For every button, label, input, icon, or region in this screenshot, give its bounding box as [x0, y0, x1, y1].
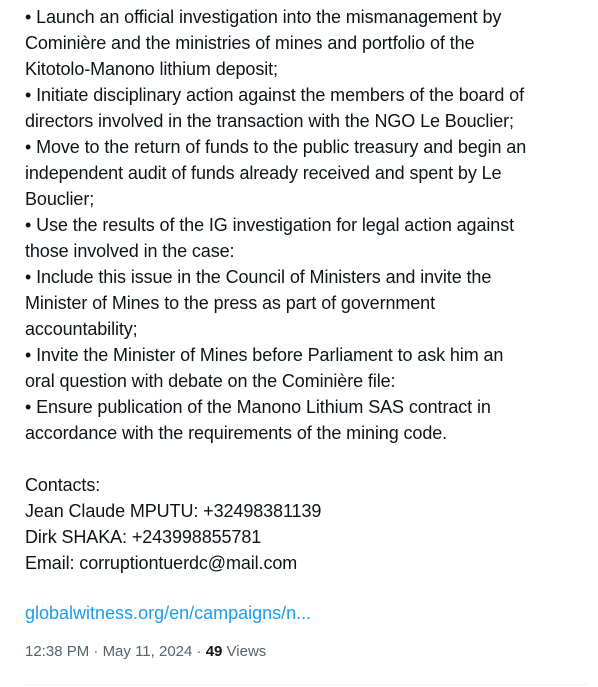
tweet-meta	[25, 642, 593, 662]
contact-entry: Dirk SHAKA: +243998855781	[25, 527, 262, 547]
tweet-divider	[25, 684, 588, 685]
tweet-text-line: accordance with the requirements of the mining code.	[25, 423, 448, 443]
tweet-text-line: • Launch an official investigation into the mismanagement by	[25, 7, 502, 27]
meta-separator: ·	[196, 643, 202, 660]
tweet-text-line: Bouclier;	[25, 189, 95, 209]
tweet-text-line: Cominière and the ministries of mines and portfolio of the	[25, 33, 475, 53]
contact-email: Email: corruptiontuerdc@mail.com	[25, 553, 298, 573]
tweet-text-line: • Initiate disciplinary action against the members of the board of	[25, 85, 524, 105]
tweet-link-row	[25, 600, 593, 628]
tweet-text-line: Minister of Mines to the press as part of government	[25, 293, 435, 313]
tweet-time[interactable]: 12:38 PM	[25, 643, 90, 660]
tweet-text-line: Kitotolo-Manono lithium deposit;	[25, 59, 278, 79]
views-count[interactable]: 49	[205, 643, 223, 660]
tweet-link[interactable]: globalwitness.org/en/campaigns/n...	[25, 603, 312, 623]
tweet-text-line: independent audit of funds already received and spent by Le	[25, 163, 502, 183]
views-label[interactable]: Views	[226, 643, 267, 660]
tweet-text-line: those involved in the case:	[25, 241, 235, 261]
tweet-text-line: • Invite the Minister of Mines before Parliament to ask him an	[25, 345, 504, 365]
tweet-text-line: accountability;	[25, 319, 138, 339]
tweet-text-line: • Include this issue in the Council of Ministers and invite the	[25, 267, 492, 287]
tweet-text-line: • Ensure publication of the Manono Lithium SAS contract in	[25, 397, 491, 417]
paragraph-gap	[25, 446, 593, 472]
tweet-text-line: • Move to the return of funds to the public treasury and begin an	[25, 137, 527, 157]
tweet-content	[25, 4, 593, 662]
meta-separator: ·	[93, 643, 99, 660]
contacts-heading: Contacts:	[25, 475, 101, 495]
tweet-text-line: directors involved in the transaction with the NGO Le Bouclier;	[25, 111, 514, 131]
tweet-date[interactable]: May 11, 2024	[102, 643, 193, 660]
tweet-text-line: • Use the results of the IG investigation for legal action against	[25, 215, 514, 235]
tweet-text-line: oral question with debate on the Cominière file:	[25, 371, 396, 391]
tweet-text	[25, 4, 593, 576]
contact-entry: Jean Claude MPUTU: +32498381139	[25, 501, 322, 521]
